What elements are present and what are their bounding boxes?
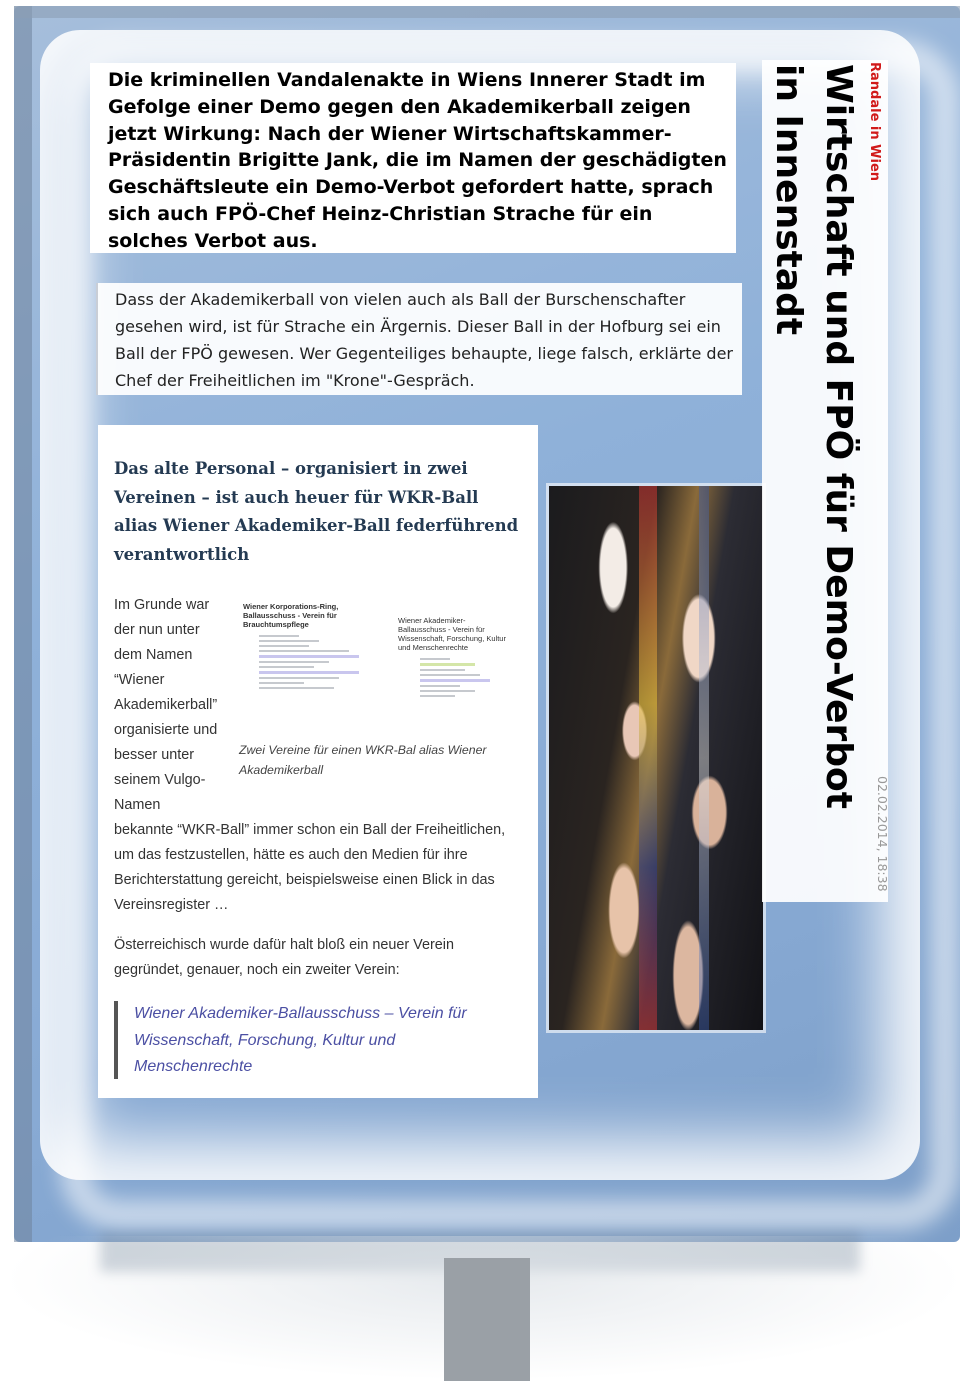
billboard-post bbox=[444, 1258, 530, 1381]
card-intro-text: Im Grunde war der nun unter dem Namen “Wiener Akademikerball” organisierte und besser unter seinem Vulgo-Namen bbox=[114, 597, 218, 813]
register-thumbnail-2[interactable] bbox=[398, 616, 510, 716]
thumbnail-1-lines bbox=[243, 635, 381, 689]
headline-line-2: in Innenstadt bbox=[768, 64, 809, 336]
photo-sash bbox=[639, 486, 657, 1030]
article-card bbox=[98, 425, 538, 1098]
ball-photo bbox=[549, 486, 763, 1030]
headline-line-1: Wirtschaft und FPÖ für Demo-Verbot bbox=[818, 64, 859, 809]
thumbnail-1-title: Wiener Korporations-Ring, Ballausschuss - Verein für Brauchtumspflege bbox=[243, 602, 339, 629]
body-paragraph: Dass der Akademikerball von vielen auch als Ball der Burschenschafter gesehen wird, ist für Strache ein Ärgernis. Dieser Ball in der Hofburg sei ein Ball der FPÖ gewesen. Wer Gegenteiliges behaupte, liege falsch, erklärte der Chef der Freiheitlichen im "Krone"-Gespräch. bbox=[96, 283, 742, 395]
association-quote[interactable]: Wiener Akademiker-Ballausschuss – Verein für Wissenschaft, Forschung, Kultur und Menschenrechte bbox=[114, 1001, 518, 1079]
thumbnail-2-title: Wiener Akademiker-Ballausschuss - Verein für Wissenschaft, Forschung, Kultur und Menschenrechte bbox=[398, 616, 506, 652]
card-second-text: Österreichisch wurde dafür halt bloß ein neuer Verein gegründet, genauer, noch ein zweiter Verein: bbox=[114, 937, 454, 978]
lead-paragraph: Die kriminellen Vandalenakte in Wiens Innerer Stadt im Gefolge einer Demo gegen den Akademikerball zeigen jetzt Wirkung: Nach der Wiener Wirtschaftskammer-Präsidentin Brigitte Jank, die im Namen der geschädigten Geschäftsleute ein Demo-Verbot gefordert hatte, sprach sich auch FPÖ-Chef Heinz-Christian Strache für ein solches Verbot aus. bbox=[90, 63, 736, 253]
article-date: 02.02.2014, 18:38 bbox=[875, 776, 890, 892]
headline-kicker[interactable]: Randale in Wien bbox=[867, 62, 882, 182]
billboard-edge bbox=[14, 6, 32, 1242]
billboard-top-edge bbox=[14, 6, 960, 18]
card-continuation-text: bekannte “WKR-Ball” immer schon ein Ball der Freiheitlichen, um das festzustellen, hätte es auch den Medien für ihre Berichterstattung gereicht, beispielsweise einen Blick in das Vereinsregister … bbox=[114, 822, 506, 913]
thumbnail-caption: Zwei Vereine für einen WKR-Bal alias Wiener Akademikerball bbox=[239, 743, 487, 777]
thumbnail-2-lines bbox=[398, 658, 510, 697]
register-thumbnail-1[interactable] bbox=[243, 602, 381, 717]
card-title: Das alte Personal – organisiert in zwei Vereinen – ist auch heuer für WKR-Ball alias Wiener Akademiker-Ball federführend verantwortlich bbox=[114, 459, 519, 564]
photo-sash-2 bbox=[699, 486, 709, 1030]
